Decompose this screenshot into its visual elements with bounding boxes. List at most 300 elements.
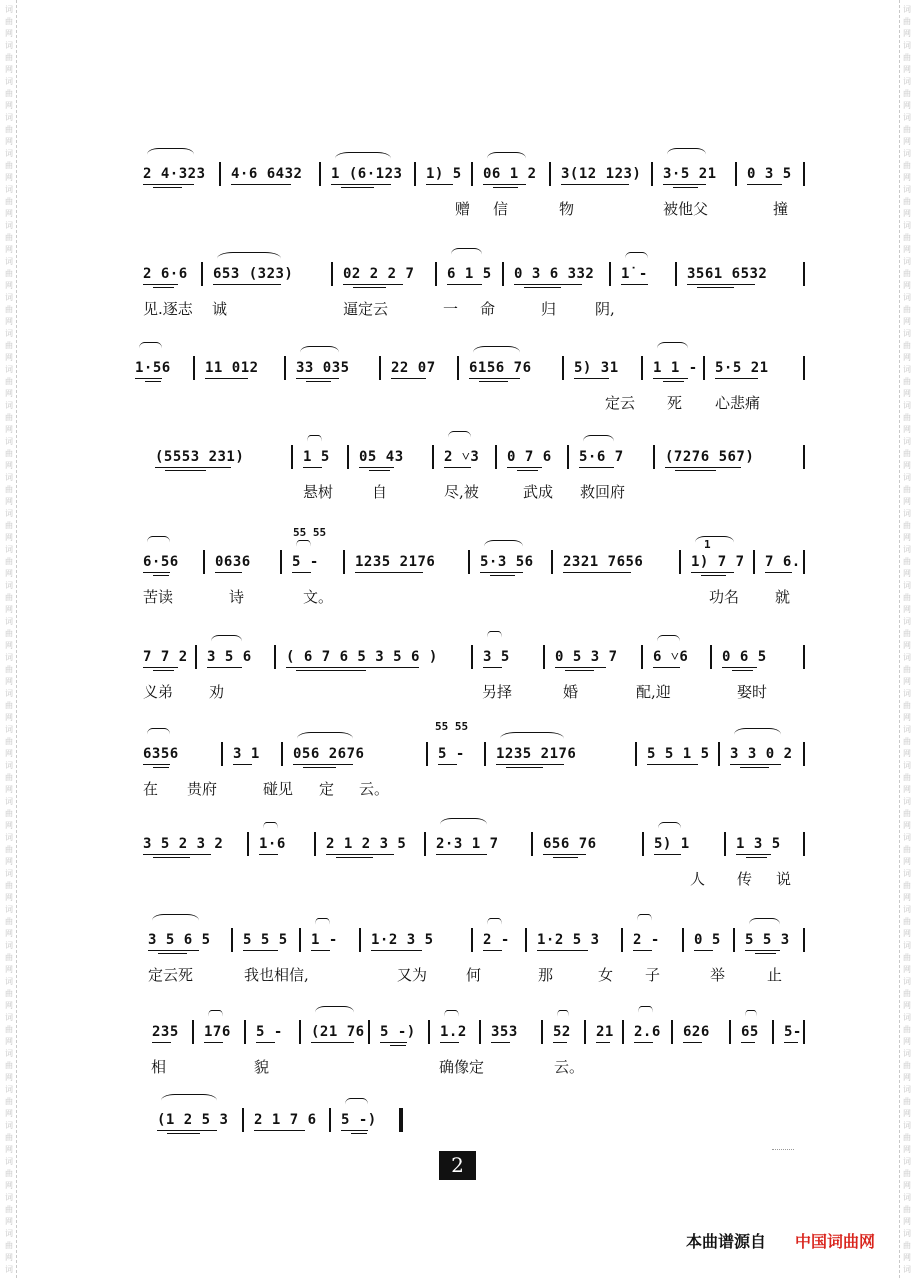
beam-line bbox=[654, 854, 681, 855]
beam-line bbox=[436, 854, 487, 855]
beam-line bbox=[444, 467, 471, 468]
measure: 3 5 6 bbox=[207, 649, 252, 665]
beam-line bbox=[152, 1042, 171, 1043]
beam-line bbox=[479, 381, 508, 382]
watermark-glyph: 词 bbox=[5, 941, 13, 950]
watermark-glyph: 词 bbox=[5, 1229, 13, 1238]
beam-line bbox=[243, 950, 278, 951]
beam-line bbox=[507, 467, 542, 468]
watermark-glyph: 网 bbox=[5, 1001, 13, 1010]
barline bbox=[244, 1020, 246, 1044]
slur-mark bbox=[147, 536, 170, 549]
notation-line bbox=[143, 742, 807, 766]
barline bbox=[525, 928, 527, 952]
watermark-glyph: 词 bbox=[903, 1193, 911, 1202]
watermark-glyph: 曲 bbox=[903, 1133, 911, 1142]
beam-line bbox=[331, 184, 391, 185]
watermark-glyph: 网 bbox=[903, 461, 911, 470]
watermark-glyph: 词 bbox=[5, 761, 13, 770]
watermark-glyph: 曲 bbox=[5, 557, 13, 566]
watermark-glyph: 网 bbox=[5, 713, 13, 722]
watermark-glyph: 网 bbox=[5, 461, 13, 470]
watermark-glyph: 曲 bbox=[5, 269, 13, 278]
lyric: 婚 bbox=[563, 683, 579, 701]
watermark-glyph: 网 bbox=[5, 857, 13, 866]
watermark-glyph: 网 bbox=[903, 1001, 911, 1010]
beam-line bbox=[596, 1042, 610, 1043]
measure: 33 035 bbox=[296, 360, 350, 376]
watermark-glyph: 词 bbox=[903, 725, 911, 734]
beam-line bbox=[205, 378, 248, 379]
barline bbox=[192, 1020, 194, 1044]
left-watermark-strip bbox=[2, 0, 17, 1278]
beam-line bbox=[213, 284, 281, 285]
lyric: 诚 bbox=[212, 300, 228, 318]
watermark-glyph: 网 bbox=[903, 533, 911, 542]
barline bbox=[679, 550, 681, 574]
lyric: 止 bbox=[767, 966, 783, 984]
watermark-glyph: 曲 bbox=[903, 1097, 911, 1106]
measure: (21 76 bbox=[311, 1024, 365, 1040]
watermark-glyph: 曲 bbox=[903, 665, 911, 674]
lyric: 物 bbox=[559, 200, 575, 218]
watermark-glyph: 词 bbox=[5, 977, 13, 986]
watermark-glyph: 词 bbox=[5, 581, 13, 590]
beam-line bbox=[746, 857, 767, 858]
watermark-glyph: 曲 bbox=[5, 125, 13, 134]
barline bbox=[609, 262, 611, 286]
measure: 1·2 3 5 bbox=[371, 932, 434, 948]
measure: 1) 5 bbox=[426, 166, 462, 182]
beam-line bbox=[496, 764, 564, 765]
beam-line bbox=[353, 287, 386, 288]
beam-line bbox=[371, 950, 422, 951]
measure: 7 7 2 bbox=[143, 649, 188, 665]
measure: 2 6·6 bbox=[143, 266, 188, 282]
watermark-glyph: 词 bbox=[5, 5, 13, 14]
lyric: 死 bbox=[667, 394, 683, 412]
watermark-glyph: 曲 bbox=[903, 953, 911, 962]
barline bbox=[710, 645, 712, 669]
watermark-glyph: 网 bbox=[903, 929, 911, 938]
barline bbox=[641, 645, 643, 669]
measure: 1 (6·123 bbox=[331, 166, 403, 182]
watermark-glyph: 词 bbox=[903, 5, 911, 14]
watermark-glyph: 网 bbox=[903, 353, 911, 362]
measure: 0 5 bbox=[694, 932, 721, 948]
watermark-glyph: 曲 bbox=[5, 89, 13, 98]
barline bbox=[242, 1108, 244, 1132]
watermark-glyph: 曲 bbox=[5, 665, 13, 674]
watermark-glyph: 网 bbox=[5, 641, 13, 650]
lyric: 被他父 bbox=[663, 200, 709, 218]
measure: 06 1 2 bbox=[483, 166, 537, 182]
barline bbox=[803, 928, 805, 952]
lyric: 阴, bbox=[595, 300, 615, 318]
watermark-glyph: 词 bbox=[903, 293, 911, 302]
watermark-glyph: 词 bbox=[903, 41, 911, 50]
page-number: 2 bbox=[439, 1151, 476, 1180]
watermark-glyph: 词 bbox=[5, 401, 13, 410]
measure: 2 ˅3 bbox=[444, 449, 480, 465]
lyric: 另择 bbox=[482, 683, 513, 701]
barline bbox=[671, 1020, 673, 1044]
barline bbox=[541, 1020, 543, 1044]
lyric: 苦读 bbox=[143, 588, 174, 606]
slur-mark bbox=[161, 1094, 217, 1107]
slur-mark bbox=[487, 631, 502, 644]
watermark-glyph: 曲 bbox=[903, 1169, 911, 1178]
lyric: 女 bbox=[598, 966, 614, 984]
watermark-glyph: 网 bbox=[903, 569, 911, 578]
beam-line bbox=[483, 950, 502, 951]
lyrics-line bbox=[143, 586, 807, 608]
watermark-glyph: 词 bbox=[903, 545, 911, 554]
measure: (1 2 5 3 bbox=[157, 1112, 229, 1128]
watermark-glyph: 曲 bbox=[903, 89, 911, 98]
beam-line bbox=[292, 572, 311, 573]
barline bbox=[803, 742, 805, 766]
watermark-glyph: 曲 bbox=[5, 1025, 13, 1034]
lyric: 见.逐志 bbox=[143, 300, 193, 318]
lyric: 尽,被 bbox=[444, 483, 479, 501]
measure: 5 5 5 bbox=[243, 932, 288, 948]
measure: 2 4·323 bbox=[143, 166, 206, 182]
lyric: 人 bbox=[690, 870, 706, 888]
watermark-glyph: 词 bbox=[903, 113, 911, 122]
beam-line bbox=[306, 381, 331, 382]
watermark-glyph: 网 bbox=[5, 209, 13, 218]
barline bbox=[733, 928, 735, 952]
watermark-glyph: 网 bbox=[903, 425, 911, 434]
beam-line bbox=[653, 667, 680, 668]
watermark-glyph: 词 bbox=[5, 833, 13, 842]
watermark-glyph: 曲 bbox=[5, 881, 13, 890]
beam-line bbox=[355, 572, 423, 573]
beam-line bbox=[740, 767, 769, 768]
lyric: 逼定云 bbox=[343, 300, 389, 318]
lyrics-line bbox=[143, 681, 807, 703]
final-barline bbox=[399, 1108, 403, 1132]
barline bbox=[274, 645, 276, 669]
barline bbox=[424, 832, 426, 856]
lyric: 碰见 bbox=[263, 780, 294, 798]
measure: 056 2676 bbox=[293, 746, 365, 762]
notation-line bbox=[143, 262, 807, 286]
measure: 5 - bbox=[438, 746, 465, 762]
watermark-glyph: 曲 bbox=[903, 593, 911, 602]
beam-line bbox=[732, 670, 753, 671]
beam-line bbox=[153, 287, 174, 288]
watermark-glyph: 曲 bbox=[5, 413, 13, 422]
beam-line bbox=[303, 467, 322, 468]
watermark-glyph: 词 bbox=[5, 437, 13, 446]
beam-line bbox=[233, 764, 252, 765]
watermark-glyph: 曲 bbox=[5, 629, 13, 638]
watermark-glyph: 曲 bbox=[903, 53, 911, 62]
watermark-glyph: 词 bbox=[5, 869, 13, 878]
watermark-glyph: 曲 bbox=[903, 1241, 911, 1250]
beam-line bbox=[490, 575, 515, 576]
lyrics-line bbox=[143, 868, 807, 890]
watermark-glyph: 网 bbox=[903, 605, 911, 614]
measure: 1·2 5 3 bbox=[537, 932, 600, 948]
barline bbox=[531, 832, 533, 856]
beam-line bbox=[491, 1042, 510, 1043]
measure: 353 bbox=[491, 1024, 518, 1040]
watermark-glyph: 词 bbox=[903, 977, 911, 986]
beam-line bbox=[747, 184, 782, 185]
barline bbox=[368, 1020, 370, 1044]
watermark-glyph: 词 bbox=[903, 941, 911, 950]
grace-note: 1 bbox=[704, 538, 711, 551]
beam-line bbox=[715, 378, 758, 379]
lyric: 定 bbox=[319, 780, 335, 798]
measure: 5·6 7 bbox=[579, 449, 624, 465]
watermark-glyph: 曲 bbox=[5, 1133, 13, 1142]
watermark-glyph: 网 bbox=[903, 641, 911, 650]
lyric: 救回府 bbox=[580, 483, 626, 501]
beam-line bbox=[351, 1133, 367, 1134]
beam-line bbox=[148, 950, 199, 951]
barline bbox=[651, 162, 653, 186]
watermark-glyph: 网 bbox=[903, 317, 911, 326]
notation-line bbox=[143, 928, 807, 952]
beam-line bbox=[155, 467, 231, 468]
watermark-glyph: 网 bbox=[903, 1073, 911, 1082]
lyric: 配,迎 bbox=[636, 683, 671, 701]
watermark-glyph: 词 bbox=[5, 41, 13, 50]
beam-line bbox=[153, 575, 169, 576]
watermark-glyph: 词 bbox=[903, 401, 911, 410]
beam-line bbox=[675, 470, 716, 471]
measure: 0636 bbox=[215, 554, 251, 570]
lyric: 一 bbox=[443, 300, 459, 318]
notation-line bbox=[143, 162, 807, 186]
barline bbox=[549, 162, 551, 186]
beam-line bbox=[254, 1130, 305, 1131]
watermark-glyph: 词 bbox=[5, 113, 13, 122]
watermark-glyph: 曲 bbox=[903, 917, 911, 926]
slur-mark bbox=[147, 728, 170, 741]
watermark-glyph: 曲 bbox=[5, 17, 13, 26]
lyric: 娶时 bbox=[737, 683, 768, 701]
measure: 05 43 bbox=[359, 449, 404, 465]
notation-line bbox=[143, 550, 807, 574]
slur-mark bbox=[152, 914, 199, 927]
watermark-glyph: 网 bbox=[903, 101, 911, 110]
beam-line bbox=[697, 287, 734, 288]
barline bbox=[435, 262, 437, 286]
beam-line bbox=[663, 381, 684, 382]
watermark-glyph: 词 bbox=[5, 905, 13, 914]
barline bbox=[314, 832, 316, 856]
measure: 6356 bbox=[143, 746, 179, 762]
barline bbox=[471, 162, 473, 186]
beam-line bbox=[215, 572, 242, 573]
watermark-glyph: 词 bbox=[903, 797, 911, 806]
watermark-glyph: 网 bbox=[903, 173, 911, 182]
slur-mark bbox=[638, 1006, 653, 1019]
watermark-glyph: 网 bbox=[5, 281, 13, 290]
watermark-glyph: 词 bbox=[5, 149, 13, 158]
watermark-glyph: 词 bbox=[903, 509, 911, 518]
beam-line bbox=[311, 950, 330, 951]
measure: 4·6 6432 bbox=[231, 166, 303, 182]
watermark-glyph: 网 bbox=[903, 1037, 911, 1046]
barline bbox=[231, 928, 233, 952]
watermark-glyph: 网 bbox=[5, 101, 13, 110]
lyric: 何 bbox=[466, 966, 482, 984]
lyrics-line bbox=[143, 198, 807, 220]
lyric: 在 bbox=[143, 780, 159, 798]
lyric: 命 bbox=[480, 300, 496, 318]
watermark-glyph: 词 bbox=[5, 1049, 13, 1058]
beam-line bbox=[683, 1042, 702, 1043]
beam-line bbox=[579, 467, 614, 468]
beam-line bbox=[673, 187, 698, 188]
watermark-glyph: 网 bbox=[903, 281, 911, 290]
lyric: 贵府 bbox=[187, 780, 218, 798]
beam-line bbox=[296, 378, 339, 379]
watermark-glyph: 词 bbox=[903, 257, 911, 266]
beam-line bbox=[369, 470, 390, 471]
barline bbox=[201, 262, 203, 286]
barline bbox=[428, 1020, 430, 1044]
watermark-glyph: 曲 bbox=[903, 989, 911, 998]
measure: 0 7 6 bbox=[507, 449, 552, 465]
lyric: 子 bbox=[645, 966, 661, 984]
watermark-glyph: 曲 bbox=[903, 629, 911, 638]
barline bbox=[281, 742, 283, 766]
measure: 5 -) bbox=[341, 1112, 377, 1128]
beam-line bbox=[380, 1042, 407, 1043]
measure: 5) 31 bbox=[574, 360, 619, 376]
measure: 6156 76 bbox=[469, 360, 532, 376]
barline bbox=[193, 356, 195, 380]
lyrics-line bbox=[143, 392, 807, 414]
watermark-glyph: 词 bbox=[903, 653, 911, 662]
barline bbox=[343, 550, 345, 574]
measure: 3 5 bbox=[483, 649, 510, 665]
watermark-glyph: 网 bbox=[5, 317, 13, 326]
watermark-glyph: 曲 bbox=[903, 881, 911, 890]
watermark-glyph: 网 bbox=[903, 965, 911, 974]
watermark-glyph: 网 bbox=[5, 1145, 13, 1154]
measure: 1) 7 7 bbox=[691, 554, 745, 570]
watermark-glyph: 网 bbox=[5, 929, 13, 938]
lyrics-line bbox=[143, 964, 807, 986]
measure: 2 - bbox=[633, 932, 660, 948]
watermark-glyph: 曲 bbox=[5, 593, 13, 602]
lyric: 自 bbox=[372, 483, 388, 501]
watermark-glyph: 曲 bbox=[903, 1025, 911, 1034]
lyric: 我也相信, bbox=[244, 966, 309, 984]
barline bbox=[280, 550, 282, 574]
beam-line bbox=[483, 184, 526, 185]
watermark-glyph: 曲 bbox=[5, 809, 13, 818]
watermark-glyph: 词 bbox=[5, 725, 13, 734]
barline bbox=[426, 742, 428, 766]
barline bbox=[653, 445, 655, 469]
beam-line bbox=[207, 667, 242, 668]
watermark-glyph: 词 bbox=[903, 689, 911, 698]
lyric: 云。 bbox=[359, 780, 390, 798]
watermark-glyph: 曲 bbox=[903, 197, 911, 206]
watermark-glyph: 词 bbox=[903, 833, 911, 842]
lyric: 就 bbox=[775, 588, 791, 606]
watermark-glyph: 网 bbox=[903, 785, 911, 794]
watermark-glyph: 词 bbox=[903, 617, 911, 626]
beam-line bbox=[483, 667, 502, 668]
lyric: 劝 bbox=[209, 683, 225, 701]
watermark-glyph: 网 bbox=[5, 1217, 13, 1226]
lyric: 举 bbox=[710, 966, 726, 984]
divider bbox=[772, 1149, 794, 1151]
measure: 2 1 7 6 bbox=[254, 1112, 317, 1128]
watermark-glyph: 曲 bbox=[5, 701, 13, 710]
barline bbox=[484, 742, 486, 766]
measure: 7 6. bbox=[765, 554, 801, 570]
measure: 1·6 bbox=[259, 836, 286, 852]
watermark-glyph: 曲 bbox=[5, 1169, 13, 1178]
measure: 21 bbox=[596, 1024, 614, 1040]
watermark-glyph: 网 bbox=[5, 173, 13, 182]
lyric: 又为 bbox=[397, 966, 428, 984]
measure: 1235 2176 bbox=[355, 554, 436, 570]
source-site: 中国词曲网 bbox=[795, 1234, 876, 1251]
measure: (7276 567) bbox=[665, 449, 755, 465]
source-label: 本曲谱源自 bbox=[686, 1234, 767, 1251]
watermark-glyph: 曲 bbox=[903, 449, 911, 458]
watermark-glyph: 词 bbox=[903, 1085, 911, 1094]
barline bbox=[724, 832, 726, 856]
measure: 11 012 bbox=[205, 360, 259, 376]
beam-line bbox=[555, 667, 606, 668]
watermark-glyph: 网 bbox=[903, 1217, 911, 1226]
barline bbox=[803, 1020, 805, 1044]
barline bbox=[642, 832, 644, 856]
lyric: 传 bbox=[737, 870, 753, 888]
beam-line bbox=[143, 184, 194, 185]
barline bbox=[219, 162, 221, 186]
slur-mark bbox=[139, 342, 162, 355]
watermark-glyph: 网 bbox=[903, 677, 911, 686]
watermark-glyph: 词 bbox=[5, 653, 13, 662]
barline bbox=[584, 1020, 586, 1044]
barline bbox=[299, 928, 301, 952]
watermark-glyph: 曲 bbox=[903, 485, 911, 494]
watermark-glyph: 曲 bbox=[5, 845, 13, 854]
watermark-glyph: 曲 bbox=[903, 17, 911, 26]
beam-line bbox=[524, 287, 561, 288]
measure: 5 5 3 bbox=[745, 932, 790, 948]
beam-line bbox=[341, 1130, 368, 1131]
measure: 65 bbox=[741, 1024, 759, 1040]
slur-mark bbox=[451, 248, 482, 261]
beam-line bbox=[311, 1042, 354, 1043]
beam-line bbox=[259, 854, 278, 855]
watermark-glyph: 词 bbox=[5, 293, 13, 302]
watermark-glyph: 网 bbox=[5, 1073, 13, 1082]
measure: 3 3 0 2 bbox=[730, 746, 793, 762]
beam-line bbox=[390, 1045, 406, 1046]
beam-line bbox=[741, 1042, 755, 1043]
beam-line bbox=[663, 184, 706, 185]
measure: 0 5 3 7 bbox=[555, 649, 618, 665]
notation-line bbox=[143, 645, 807, 669]
watermark-glyph: 词 bbox=[903, 1121, 911, 1130]
